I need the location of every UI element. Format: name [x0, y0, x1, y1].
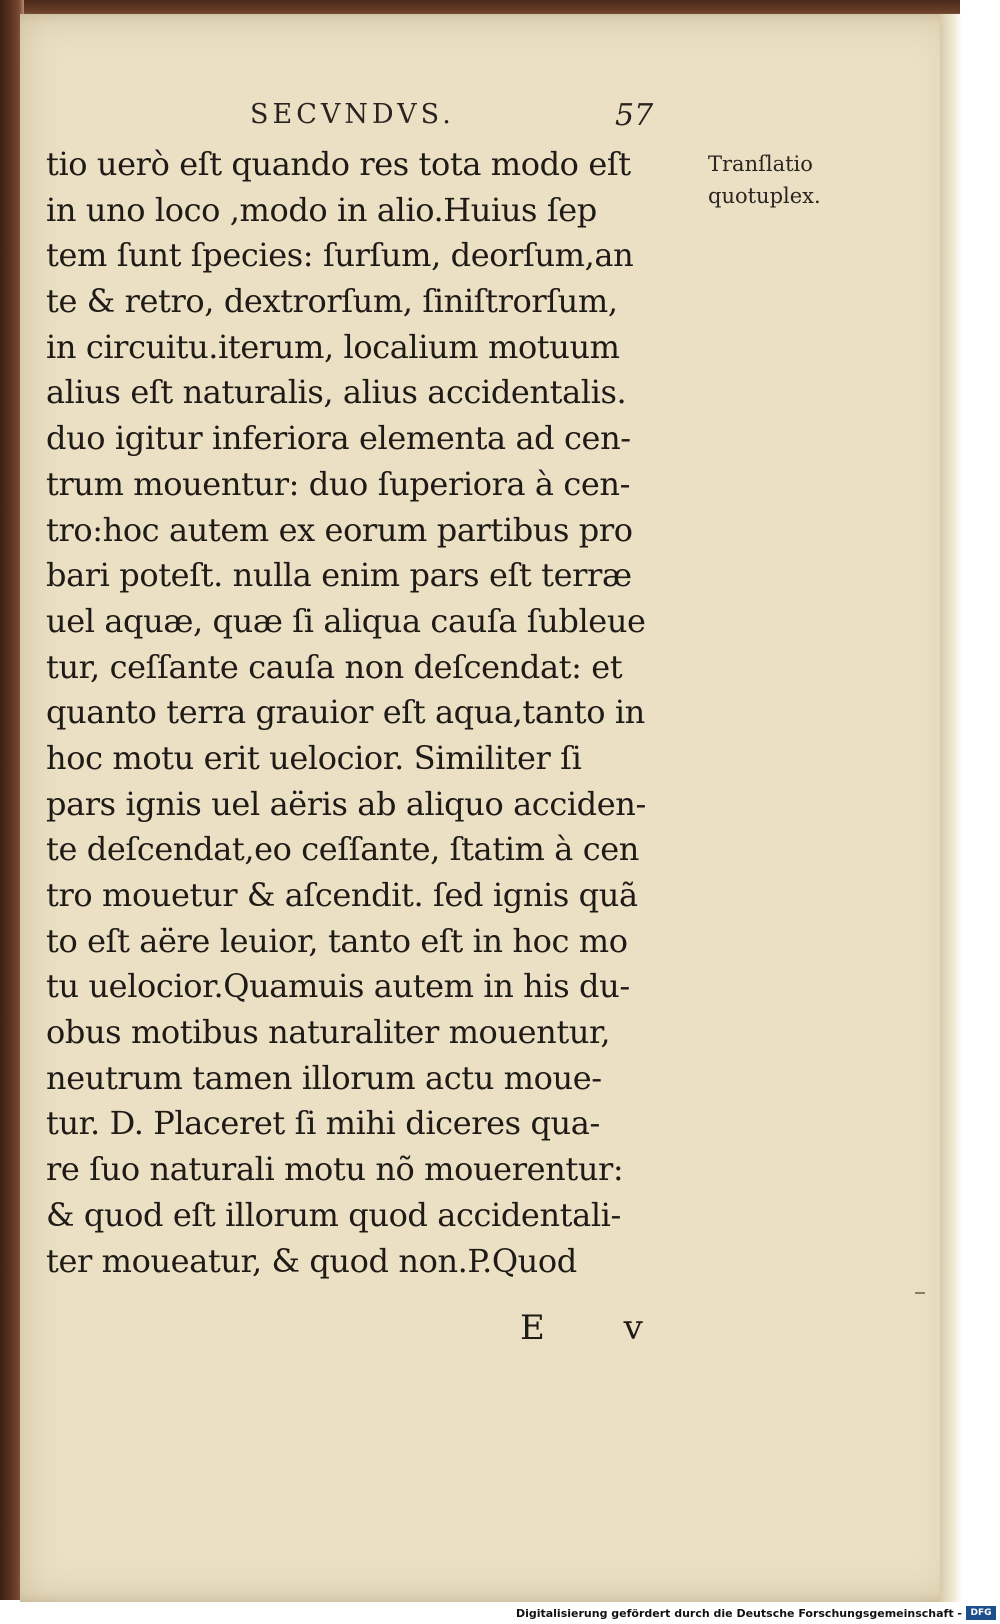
- text-line: uel aquæ, quæ ſi aliqua cauſa ſubleue: [46, 601, 646, 640]
- marginal-note-line: Tranſlatio: [708, 152, 813, 176]
- text-line: alius eſt naturalis, alius accidentalis.: [46, 373, 627, 412]
- text-line: re ſuo naturali motu nõ mouerentur:: [46, 1150, 624, 1189]
- text-line: tem ſunt ſpecies: ſurſum, deorſum,an: [46, 236, 634, 275]
- text-line: & quod eſt illorum quod accidentali-: [46, 1195, 621, 1234]
- text-line: te & retro, dextrorſum, ſiniſtrorſum,: [46, 282, 618, 321]
- text-line: te deſcendat,eo ceſſante, ſtatim à cen: [46, 830, 639, 869]
- text-line: duo igitur inferiora elementa ad cen-: [46, 419, 631, 458]
- text-line: tu uelocior.Quamuis autem in his du-: [46, 967, 630, 1006]
- text-line: tro mouetur & aſcendit. ſed ignis quã: [46, 876, 638, 914]
- text-line: tio uerò eſt quando res tota modo eſt: [46, 145, 631, 183]
- text-line: ter moueatur, & quod non.P.Quod: [46, 1241, 577, 1280]
- funding-credit: Digitalisierung gefördert durch die Deutsche Forschungsgemeinschaft -: [515, 1607, 962, 1620]
- page-fore-edge: [940, 14, 962, 1602]
- text-line: neutrum tamen illorum actu moue-: [46, 1058, 602, 1097]
- text-line: in circuitu.iterum, localium motuum: [46, 327, 620, 366]
- text-line: in uno loco ,modo in alio.Huius ſep: [46, 190, 597, 229]
- marginal-note-line: quotuplex.: [708, 184, 821, 208]
- text-line: tur, ceſſante cauſa non deſcendat: et: [46, 647, 623, 686]
- dfg-logo: DFG: [966, 1606, 996, 1620]
- text-line: tro:hoc autem ex eorum partibus pro: [46, 510, 633, 549]
- marginal-note: [708, 148, 821, 212]
- text-line: hoc motu erit uelocior. Similiter ſi: [46, 738, 582, 777]
- text-line: pars ignis uel aëris ab aliquo acciden-: [46, 784, 646, 823]
- text-line: to eſt aëre leuior, tanto eſt in hoc mo: [46, 921, 628, 960]
- page-edge-mark: [915, 1292, 925, 1294]
- text-line: trum mouentur: duo ſuperiora à cen-: [46, 464, 631, 503]
- signature-mark: E v: [520, 1308, 677, 1348]
- text-line: quanto terra grauior eſt aqua,tanto in: [46, 693, 645, 732]
- text-line: tur. D. Placeret ſi mihi diceres qua-: [46, 1104, 600, 1143]
- running-head: SECVNDVS.: [250, 99, 455, 130]
- text-line: bari poteſt. nulla enim pars eſt terræ: [46, 556, 632, 595]
- text-line: obus motibus naturaliter mouentur,: [46, 1013, 611, 1052]
- body-text: [46, 142, 701, 1284]
- page-number: 57: [615, 98, 654, 133]
